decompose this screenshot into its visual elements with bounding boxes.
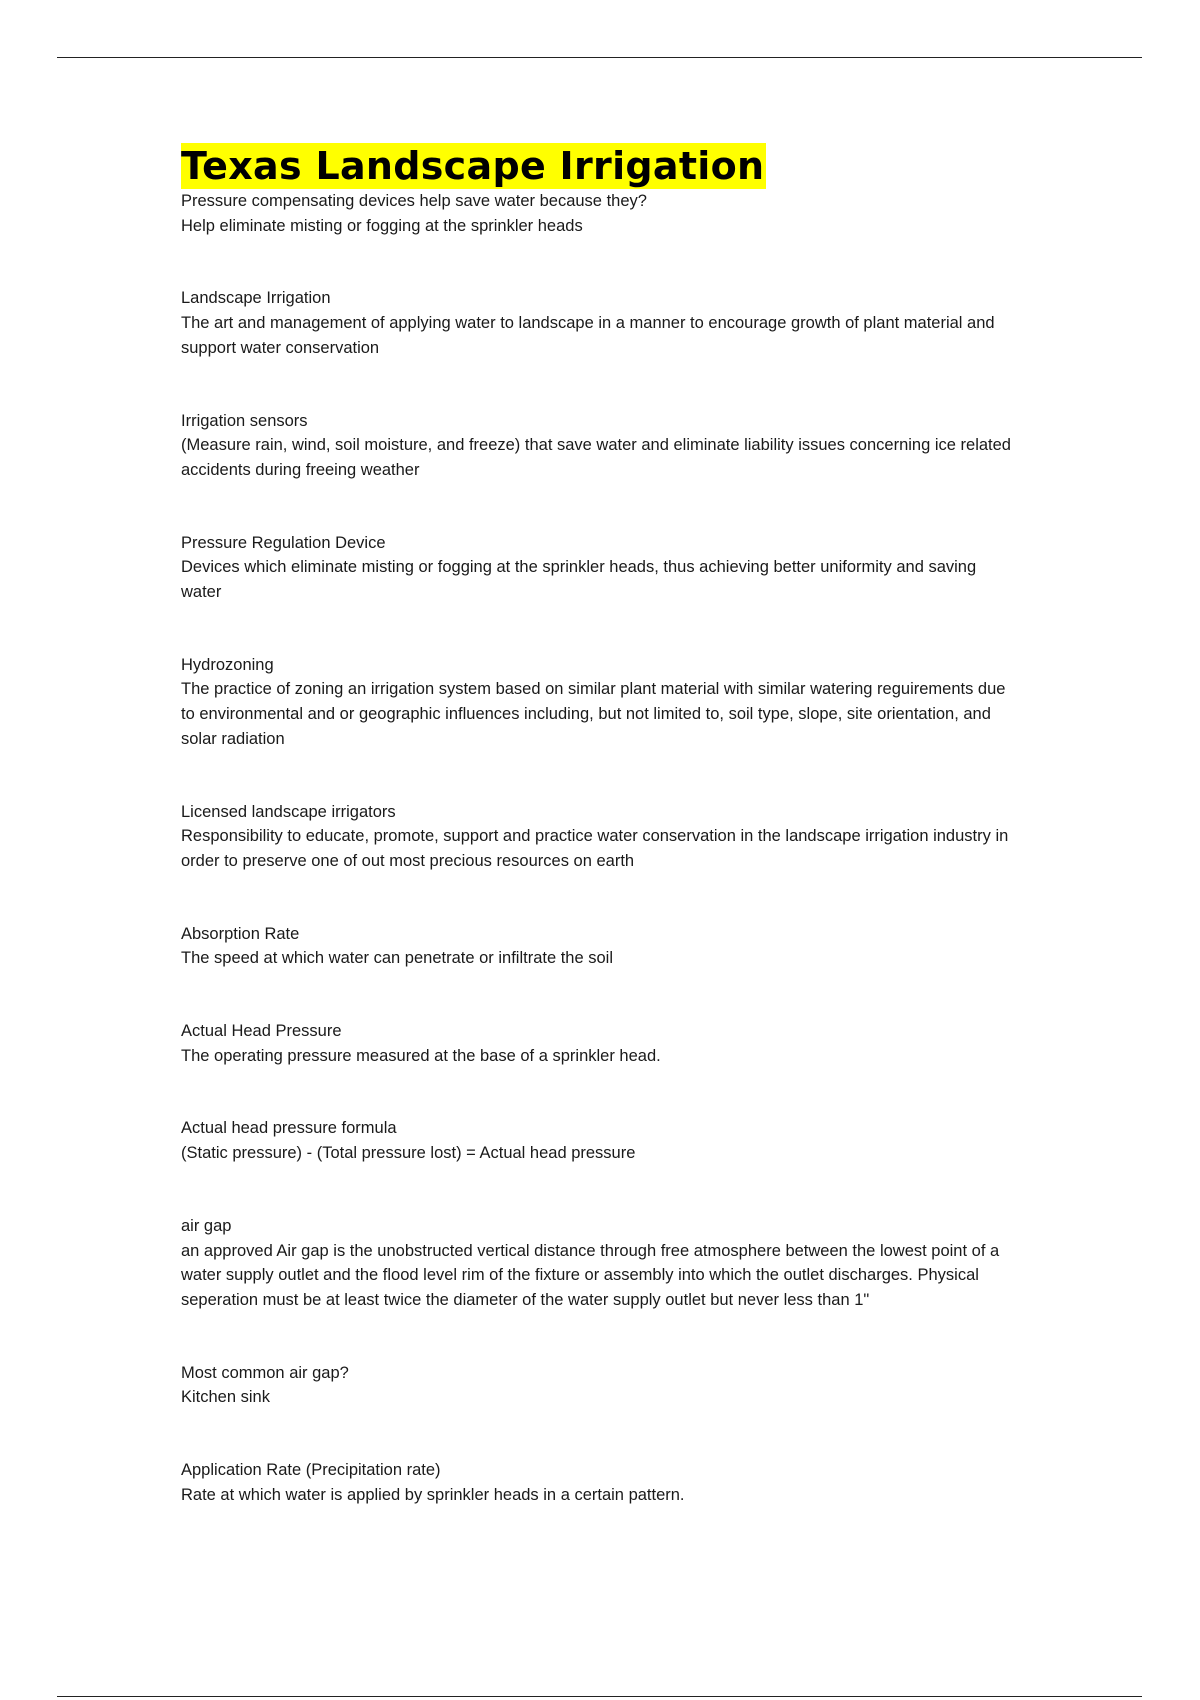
entry-item [181,1214,1021,1313]
entry-item [181,653,1021,752]
entry-list [181,189,1021,1508]
entry-term: Absorption Rate [181,924,300,943]
entry-term: Pressure compensating devices help save water because they? [181,192,647,210]
entry-item [181,409,1021,483]
entry-item [181,1019,1021,1068]
entry-term: Licensed landscape irrigators [181,802,396,821]
entry-term: Pressure Regulation Device [181,533,386,552]
entry-definition: Responsibility to educate, promote, support and practice water conservation in the landscape irrigation industry in order to preserve one of out most precious resources on earth [181,827,1009,870]
entry-item [181,922,1021,971]
document-body [181,143,1021,1556]
entry-definition: The practice of zoning an irrigation system based on similar plant material with similar watering reguirements due to environmental and or geographic influences including, but not limited to, soil type, slope, site orientation, and solar radiation [181,680,1006,748]
entry-term: Actual Head Pressure [181,1022,342,1041]
entry-definition: Kitchen sink [181,1388,270,1407]
entry-definition: Rate at which water is applied by sprinkler heads in a certain pattern. [181,1485,685,1504]
entry-item [181,189,1021,238]
entry-term: Landscape Irrigation [181,289,331,308]
entry-item [181,1361,1021,1410]
title-row [181,143,1021,189]
entry-term: Most common air gap? [181,1363,349,1382]
entry-definition: (Static pressure) - (Total pressure lost) = Actual head pressure [181,1144,636,1163]
entry-term: Irrigation sensors [181,411,308,430]
entry-term: Actual head pressure formula [181,1119,397,1138]
footer-rule [57,1696,1142,1697]
entry-definition: an approved Air gap is the unobstructed vertical distance through free atmosphere between the lowest point of a water supply outlet and the flood level rim of the fixture or assembly into which the outlet discharges. Physical seperation must be at least twice the diameter of the water supply outlet but never less than 1" [181,1241,1000,1309]
entry-item [181,286,1021,360]
entry-item [181,1116,1021,1165]
entry-term: Application Rate (Precipitation rate) [181,1461,441,1480]
entry-definition: The operating pressure measured at the base of a sprinkler head. [181,1046,661,1065]
entry-item [181,800,1021,874]
entry-definition: The art and management of applying water to landscape in a manner to encourage growth of plant material and support water conservation [181,314,995,357]
document-title: Texas Landscape Irrigation [181,144,765,188]
entry-term: Hydrozoning [181,655,274,674]
entry-definition: (Measure rain, wind, soil moisture, and freeze) that save water and eliminate liability issues concerning ice related accidents during freeing weather [181,436,1011,479]
entry-definition: Devices which eliminate misting or fogging at the sprinkler heads, thus achieving better uniformity and saving water [181,558,977,602]
header-rule [57,57,1142,58]
entry-definition: The speed at which water can penetrate or infiltrate the soil [181,949,613,968]
entry-item [181,531,1021,605]
entry-definition: Help eliminate misting or fogging at the sprinkler heads [181,216,583,235]
entry-item [181,1458,1021,1507]
entry-term: air gap [181,1216,232,1235]
